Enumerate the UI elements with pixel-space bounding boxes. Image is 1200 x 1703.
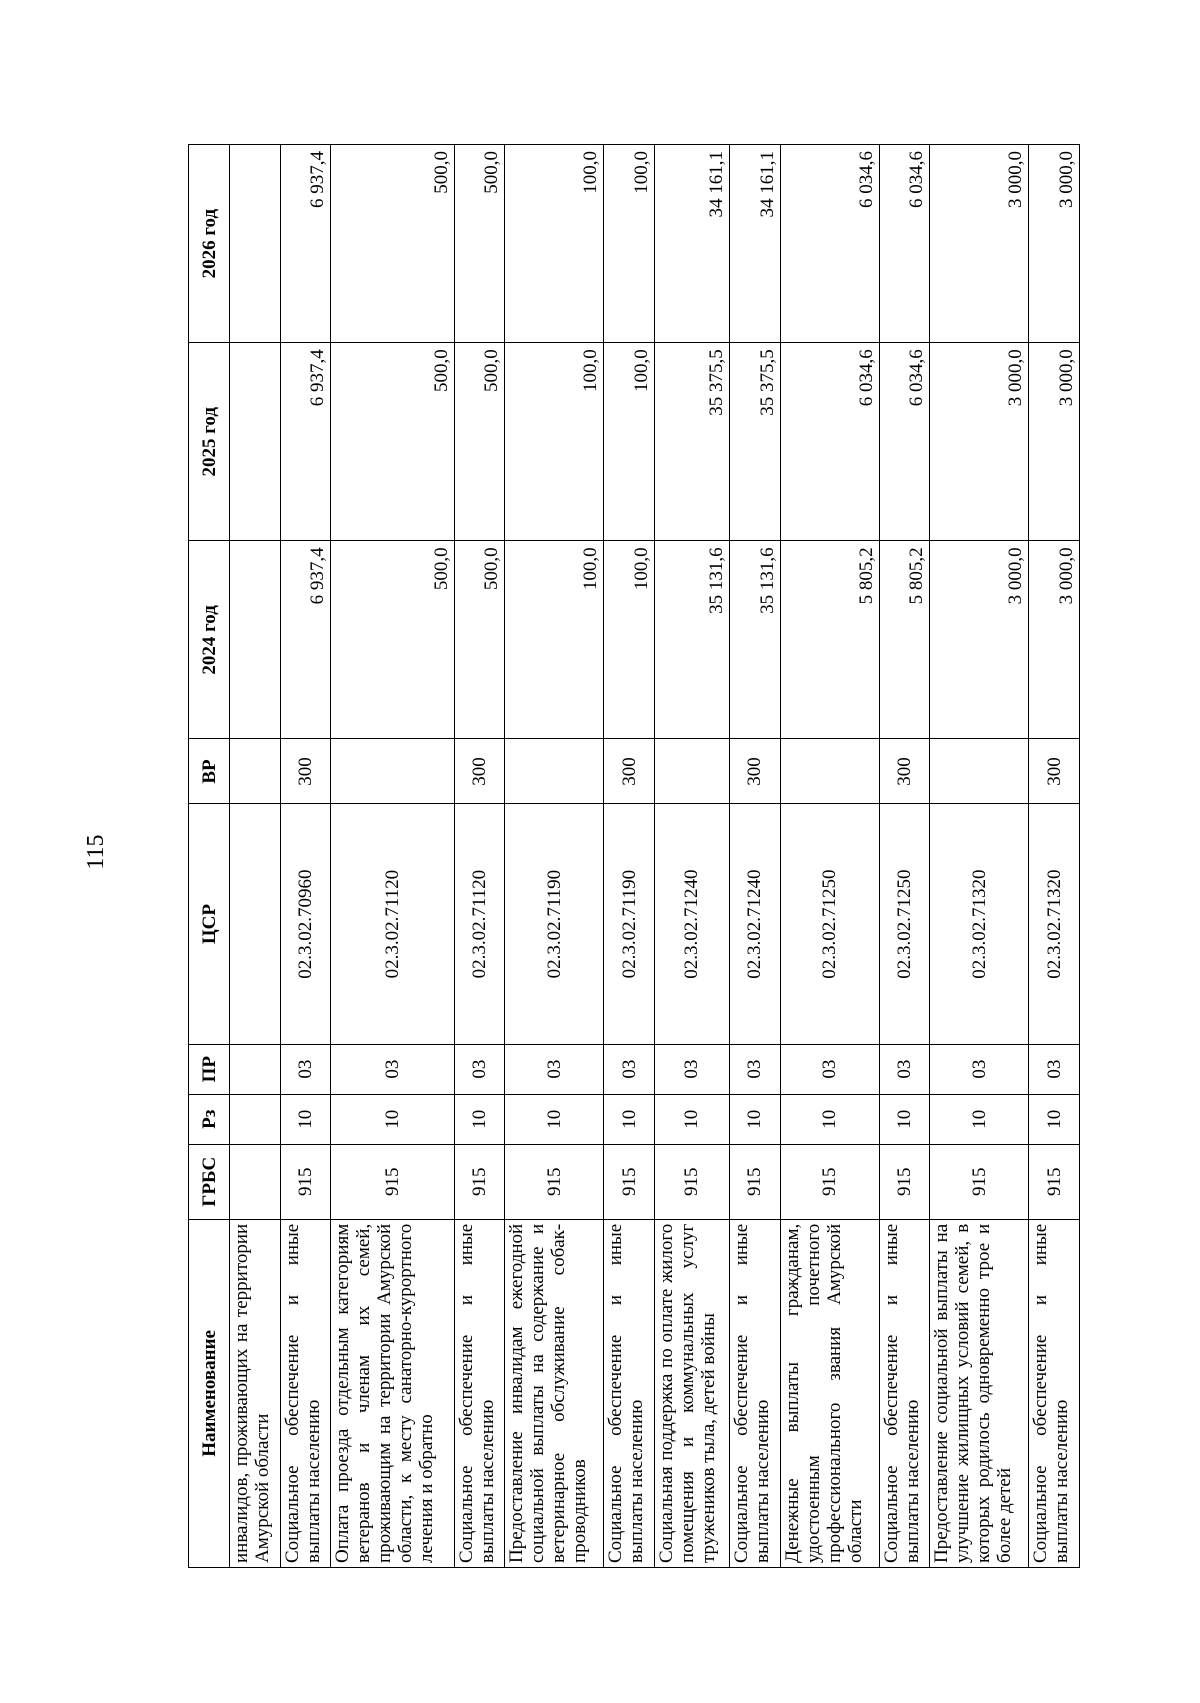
cell-pr: 03 [454,1044,505,1094]
cell-name: Социальное обеспечение и иные выплаты населению [454,1219,505,1567]
cell-pr: 03 [331,1044,454,1094]
cell-2026: 500,0 [331,145,454,343]
cell-2025: 6 937,4 [280,343,331,541]
cell-vr: 300 [604,739,655,804]
cell-grbs: 915 [729,1144,780,1219]
cell-pr: 03 [654,1044,729,1094]
cell-name: инвалидов, проживающих на территории Амурской области [230,1219,281,1567]
header-2025: 2025 год [189,343,230,541]
cell-2025: 500,0 [454,343,505,541]
table-body [230,145,1080,1568]
cell-2025: 3 000,0 [930,343,1029,541]
cell-2024: 5 805,2 [879,541,930,739]
cell-csr: 02.3.02.71250 [879,804,930,1044]
cell-rz: 10 [604,1094,655,1144]
page-number: 115 [83,834,109,870]
cell-grbs: 915 [930,1144,1029,1219]
cell-2026: 6 034,6 [879,145,930,343]
header-2026: 2026 год [189,145,230,343]
cell-2025: 6 034,6 [879,343,930,541]
cell-rz: 10 [729,1094,780,1144]
cell-rz: 10 [654,1094,729,1144]
table-row [280,145,331,1568]
cell-grbs: 915 [654,1144,729,1219]
table-row [230,145,281,1568]
table-header-row [189,145,230,1568]
cell-csr: 02.3.02.71120 [454,804,505,1044]
table-row [879,145,930,1568]
cell-vr [654,739,729,804]
cell-csr: 02.3.02.71240 [729,804,780,1044]
cell-2026: 6 937,4 [280,145,331,343]
header-csr: ЦСР [189,804,230,1044]
cell-2024 [230,541,281,739]
cell-2025: 100,0 [604,343,655,541]
cell-csr: 02.3.02.71190 [604,804,655,1044]
cell-2024: 100,0 [604,541,655,739]
table-row [1029,145,1080,1568]
header-name: Наименование [189,1219,230,1567]
cell-2024: 6 937,4 [280,541,331,739]
cell-2025: 500,0 [331,343,454,541]
cell-2026: 100,0 [505,145,604,343]
cell-vr [331,739,454,804]
cell-grbs: 915 [331,1144,454,1219]
cell-2024: 500,0 [454,541,505,739]
cell-2025: 6 034,6 [780,343,879,541]
cell-name: Социальное обеспечение и иные выплаты населению [280,1219,331,1567]
cell-pr: 03 [505,1044,604,1094]
cell-vr: 300 [1029,739,1080,804]
cell-name: Социальная поддержка по оплате жилого помещения и коммунальных услуг тружеников тыла, детей войны [654,1219,729,1567]
cell-csr: 02.3.02.71120 [331,804,454,1044]
cell-grbs: 915 [604,1144,655,1219]
cell-vr: 300 [879,739,930,804]
header-2024: 2024 год [189,541,230,739]
header-pr: ПР [189,1044,230,1094]
cell-pr: 03 [1029,1044,1080,1094]
budget-table-container [188,144,1080,1568]
cell-name: Оплата проезда отдельным категориям ветеранов и членам их семей, проживающим на территории Амурской области, к месту санаторно-курортного лечения и обратно [331,1219,454,1567]
cell-2026: 34 161,1 [729,145,780,343]
table-row [331,145,454,1568]
cell-rz: 10 [879,1094,930,1144]
cell-name: Социальное обеспечение и иные выплаты населению [729,1219,780,1567]
cell-grbs [230,1144,281,1219]
table-row [454,145,505,1568]
cell-csr: 02.3.02.71240 [654,804,729,1044]
cell-2026: 3 000,0 [930,145,1029,343]
cell-pr: 03 [930,1044,1029,1094]
cell-name: Предоставление социальной выплаты на улучшение жилищных условий семей, в которых родилось одновременно трое и более детей [930,1219,1029,1567]
cell-grbs: 915 [879,1144,930,1219]
cell-2025: 3 000,0 [1029,343,1080,541]
cell-rz: 10 [454,1094,505,1144]
cell-name: Денежные выплаты гражданам, удостоенным почетного профессионального звания Амурской области [780,1219,879,1567]
cell-grbs: 915 [280,1144,331,1219]
table-row [729,145,780,1568]
cell-2025: 100,0 [505,343,604,541]
cell-2024: 100,0 [505,541,604,739]
cell-name: Социальное обеспечение и иные выплаты населению [604,1219,655,1567]
cell-csr: 02.3.02.71320 [1029,804,1080,1044]
cell-grbs: 915 [780,1144,879,1219]
header-vr: ВР [189,739,230,804]
header-rz: Рз [189,1094,230,1144]
cell-2024: 5 805,2 [780,541,879,739]
cell-2026: 6 034,6 [780,145,879,343]
cell-vr: 300 [280,739,331,804]
cell-rz: 10 [1029,1094,1080,1144]
cell-vr [505,739,604,804]
table-row [654,145,729,1568]
cell-csr: 02.3.02.71250 [780,804,879,1044]
cell-rz: 10 [505,1094,604,1144]
cell-2026: 34 161,1 [654,145,729,343]
cell-2025: 35 375,5 [654,343,729,541]
cell-2025 [230,343,281,541]
cell-pr: 03 [879,1044,930,1094]
cell-grbs: 915 [454,1144,505,1219]
cell-name: Предоставление инвалидам ежегодной социальной выплаты на содержание и ветеринарное обслуживание собак-проводников [505,1219,604,1567]
cell-grbs: 915 [1029,1144,1080,1219]
table-row [604,145,655,1568]
cell-2024: 35 131,6 [729,541,780,739]
cell-rz: 10 [930,1094,1029,1144]
cell-vr [930,739,1029,804]
cell-vr [780,739,879,804]
table-row [930,145,1029,1568]
cell-vr: 300 [454,739,505,804]
cell-vr: 300 [729,739,780,804]
budget-table [188,144,1080,1568]
header-grbs: ГРБС [189,1144,230,1219]
cell-2026: 500,0 [454,145,505,343]
cell-name: Социальное обеспечение и иные выплаты населению [1029,1219,1080,1567]
cell-csr [230,804,281,1044]
cell-2024: 3 000,0 [930,541,1029,739]
cell-vr [230,739,281,804]
cell-grbs: 915 [505,1144,604,1219]
cell-csr: 02.3.02.71320 [930,804,1029,1044]
cell-csr: 02.3.02.70960 [280,804,331,1044]
cell-rz: 10 [780,1094,879,1144]
table-row [780,145,879,1568]
table-row [505,145,604,1568]
cell-2025: 35 375,5 [729,343,780,541]
cell-pr: 03 [280,1044,331,1094]
cell-name: Социальное обеспечение и иные выплаты населению [879,1219,930,1567]
cell-rz [230,1094,281,1144]
cell-pr: 03 [604,1044,655,1094]
cell-2024: 500,0 [331,541,454,739]
cell-2026 [230,145,281,343]
cell-pr [230,1044,281,1094]
cell-pr: 03 [729,1044,780,1094]
cell-rz: 10 [280,1094,331,1144]
cell-2026: 100,0 [604,145,655,343]
cell-pr: 03 [780,1044,879,1094]
cell-2026: 3 000,0 [1029,145,1080,343]
cell-2024: 3 000,0 [1029,541,1080,739]
cell-rz: 10 [331,1094,454,1144]
cell-2024: 35 131,6 [654,541,729,739]
cell-csr: 02.3.02.71190 [505,804,604,1044]
